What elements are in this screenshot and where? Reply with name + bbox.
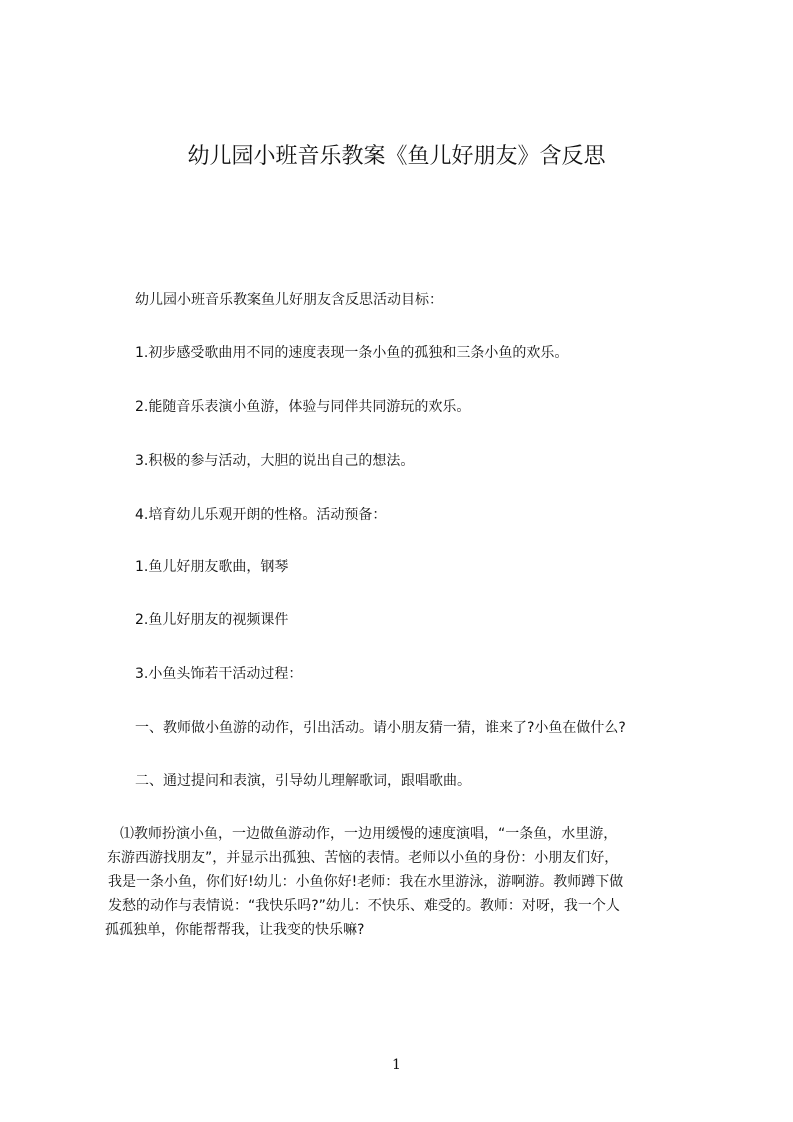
text-line: 发愁的动作与表情说：“我快乐吗?”幼儿：不快乐、难受的。教师：对呀，我一个人 (108, 898, 620, 914)
text-line: ⑴教师扮演小鱼，一边做鱼游动作，一边用缓慢的速度演唱，“一条鱼，水里游， (120, 826, 618, 842)
paragraph-intro: 幼儿园小班音乐教案鱼儿好朋友含反思活动目标： (135, 292, 443, 308)
page-number: 1 (392, 1057, 401, 1073)
text-line: 东游西游找朋友”，并显示出孤独、苦恼的表情。老师以小鱼的身份：小朋友们好， (107, 850, 619, 866)
paragraph-goal-2: 2.能随音乐表演小鱼游，体验与同伴共同游玩的欢乐。 (135, 399, 471, 415)
paragraph-process-2: 二、通过提问和表演，引导幼儿理解歌词，跟唱歌曲。 (135, 773, 471, 789)
text-line: 孤孤独单，你能帮帮我，让我变的快乐嘛? (105, 922, 365, 938)
page-title: 幼儿园小班音乐教案《鱼儿好朋友》含反思 (187, 144, 606, 169)
paragraph-goal-1: 1.初步感受歌曲用不同的速度表现一条小鱼的孤独和三条小鱼的欢乐。 (135, 345, 569, 361)
paragraph-prep-3: 3.小鱼头饰若干活动过程： (135, 666, 303, 682)
paragraph-goal-3: 3.积极的参与活动，大胆的说出自己的想法。 (135, 453, 415, 469)
paragraph-prep-2: 2.鱼儿好朋友的视频课件 (135, 612, 289, 628)
paragraph-goal-4: 4.培育幼儿乐观开朗的性格。活动预备： (135, 507, 387, 523)
paragraph-prep-1: 1.鱼儿好朋友歌曲，钢琴 (135, 559, 289, 575)
text-line: 我是一条小鱼，你们好!幼儿：小鱼你好!老师：我在水里游泳，游啊游。教师蹲下做 (108, 874, 624, 890)
paragraph-process-1: 一、教师做小鱼游的动作，引出活动。请小朋友猜一猜，谁来了?小鱼在做什么? (135, 720, 626, 736)
paragraph-process-detail (105, 822, 725, 942)
